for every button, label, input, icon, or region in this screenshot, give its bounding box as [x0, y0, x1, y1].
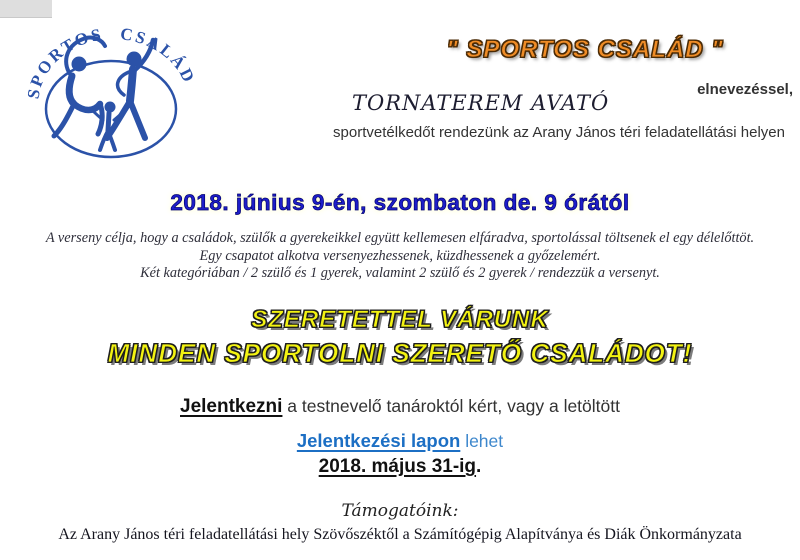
application-lead — [0, 396, 800, 418]
deadline-date: 2018. május 31-ig — [318, 456, 477, 477]
sportos-csalad-logo — [14, 4, 204, 164]
welcome-banner-line2: MINDEN SPORTOLNI SZERETŐ CSALÁDOT! — [107, 338, 693, 368]
event-detail: sportvetélkedőt rendezünk az Arany János téri feladatellátási helyen — [333, 124, 785, 141]
description-line: A verseny célja, hogy a családok, szülők a gyerekeikkel együtt kellemesen elfáradva, sportolással töltsenek el egy délelőttöt. — [45, 230, 755, 246]
application-deadline — [0, 456, 800, 478]
deadline-punctuation: . — [476, 456, 482, 477]
sponsors-label: Támogatóink: — [341, 501, 459, 521]
sponsors-text: Az Arany János téri feladatellátási hely Szövőszéktől a Számítógépig Alapítványa és Diák Önkormányzata — [58, 526, 742, 543]
description-line: Egy csapatot alkotva versenyezhessenek, küzdhessenek a győzelemért. — [199, 247, 601, 264]
description-line: Két kategóriában / 2 szülő és 1 gyerek, valamint 2 szülő és 2 gyerek / rendezzük a versenyt. — [140, 265, 660, 281]
application-lead-keyword: Jelentkezni — [180, 396, 283, 417]
application-link-suffix: lehet — [460, 431, 504, 451]
application-form-link[interactable]: Jelentkezési lapon — [296, 430, 461, 451]
page-title: " SPORTOS CSALÁD " — [446, 36, 724, 63]
event-date: 2018. június 9-én, szombaton de. 9 órától — [170, 190, 630, 215]
welcome-banner-line1: SZERETETTEL VÁRUNK — [251, 306, 549, 333]
logo-arc-text: SPORTOS CSALÁD — [23, 23, 200, 101]
event-description — [0, 230, 800, 283]
application-link-line — [0, 430, 800, 452]
naming-note: elnevezéssel, — [697, 81, 793, 98]
logo-figures — [54, 37, 153, 150]
event-name: TORNATEREM AVATÓ — [352, 91, 610, 115]
application-lead-rest: a testnevelő tanároktól kért, vagy a letöltött — [282, 396, 620, 416]
